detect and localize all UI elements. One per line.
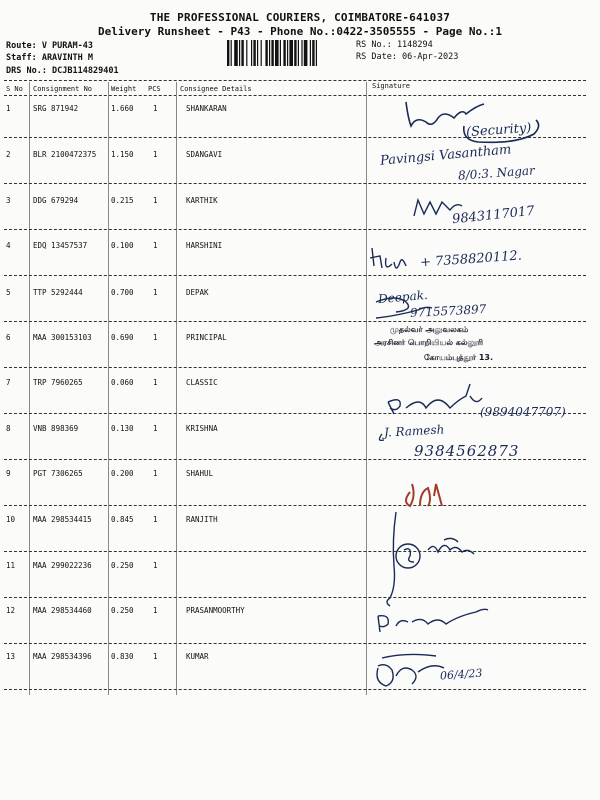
signature-row-8-name: J. Ramesh bbox=[383, 422, 445, 440]
row-consignee-name: KRISHNA bbox=[186, 424, 218, 433]
signature-row-12 bbox=[378, 609, 488, 632]
row-pieces: 1 bbox=[153, 561, 158, 570]
col-pcs: PCS bbox=[148, 85, 161, 93]
rs-date: RS Date: 06-Apr-2023 bbox=[356, 52, 459, 62]
col-consignment: Consignment No bbox=[33, 85, 93, 93]
row-weight: 0.690 bbox=[111, 333, 134, 342]
row-consignee-name: RANJITH bbox=[186, 515, 218, 524]
signature-row-1-note: (Security) bbox=[465, 120, 532, 141]
row-weight: 0.845 bbox=[111, 515, 134, 524]
row-serial-number: 6 bbox=[6, 333, 11, 342]
signature-row-7-phone: (9894047707) bbox=[480, 405, 566, 419]
row-pieces: 1 bbox=[153, 424, 158, 433]
row-serial-number: 12 bbox=[6, 606, 16, 615]
route-label: Route: V PURAM-43 bbox=[6, 41, 93, 51]
signature-row-5-phone: 9715573897 bbox=[409, 302, 487, 320]
row-weight: 1.660 bbox=[111, 104, 134, 113]
row-pieces: 1 bbox=[153, 378, 158, 387]
signature-row-7 bbox=[388, 384, 482, 414]
divider-pcs bbox=[176, 82, 177, 695]
stamp-line-1: முதல்வர் அலுவலகம் bbox=[390, 325, 469, 334]
row-consignment-number: MAA 298534460 bbox=[33, 606, 92, 615]
row-consignment-number: MAA 300153103 bbox=[33, 333, 92, 342]
row-weight: 0.250 bbox=[111, 561, 134, 570]
divider-consignment bbox=[108, 82, 109, 695]
row-consignment-number: MAA 298534415 bbox=[33, 515, 92, 524]
row-consignment-number: VNB 898369 bbox=[33, 424, 79, 433]
row-serial-number: 1 bbox=[6, 104, 11, 113]
signature-row-13-date: 06/4/23 bbox=[439, 666, 483, 683]
row-weight: 0.700 bbox=[111, 288, 134, 297]
row-pieces: 1 bbox=[153, 196, 158, 205]
signature-row-2-line-1: Pavingsi Vasantham bbox=[379, 142, 512, 169]
row-serial-number: 11 bbox=[6, 561, 16, 570]
header-top-rule bbox=[4, 80, 586, 81]
row-weight: 0.060 bbox=[111, 378, 134, 387]
row-consignee-name: PRINCIPAL bbox=[186, 333, 227, 342]
row-serial-number: 8 bbox=[6, 424, 11, 433]
signature-row-5-name: Deepak. bbox=[377, 287, 429, 307]
row-pieces: 1 bbox=[153, 606, 158, 615]
row-consignee-name: SHANKARAN bbox=[186, 104, 227, 113]
row-consignment-number: PGT 7306265 bbox=[33, 469, 83, 478]
signature-row-8-phone: 9384562873 bbox=[414, 442, 520, 460]
runsheet-title: THE PROFESSIONAL COURIERS, COIMBATORE-641037 bbox=[149, 11, 451, 24]
row-pieces: 1 bbox=[153, 150, 158, 159]
stamp-line-2: அரசினர் பொறியியல் கல்லூரி bbox=[374, 338, 484, 347]
row-serial-number: 7 bbox=[6, 378, 11, 387]
row-consignee-name: PRASANMOORTHY bbox=[186, 606, 245, 615]
row-weight: 0.830 bbox=[111, 652, 134, 661]
row-consignee-name: DEPAK bbox=[186, 288, 209, 297]
col-signature: Signature bbox=[372, 82, 410, 90]
barcode bbox=[227, 40, 349, 66]
signature-row-9 bbox=[406, 484, 442, 506]
row-weight: 0.130 bbox=[111, 424, 134, 433]
stamp-line-3: கோயம்புத்தூர் 13. bbox=[424, 353, 494, 362]
row-weight: 0.100 bbox=[111, 241, 134, 250]
row-weight: 0.200 bbox=[111, 469, 134, 478]
signature-row-4-phone: + 7358820112. bbox=[419, 248, 523, 271]
col-sno: S No bbox=[6, 85, 23, 93]
row-consignee-name: HARSHINI bbox=[186, 241, 223, 250]
row-serial-number: 2 bbox=[6, 150, 11, 159]
row-consignment-number: BLR 2100472375 bbox=[33, 150, 97, 159]
row-serial-number: 3 bbox=[6, 196, 11, 205]
signature-row-10 bbox=[387, 512, 474, 606]
row-serial-number: 5 bbox=[6, 288, 11, 297]
row-serial-number: 4 bbox=[6, 241, 11, 250]
row-pieces: 1 bbox=[153, 333, 158, 342]
rs-number: RS No.: 1148294 bbox=[356, 40, 433, 50]
row-weight: 1.150 bbox=[111, 150, 134, 159]
drs-number: DRS No.: DCJB114829401 bbox=[6, 66, 119, 76]
signature-row-3-phone: 9843117017 bbox=[451, 203, 536, 228]
row-serial-number: 13 bbox=[6, 652, 16, 661]
row-weight: 0.250 bbox=[111, 606, 134, 615]
row-consignment-number: EDQ 13457537 bbox=[33, 241, 88, 250]
signature-area bbox=[366, 96, 600, 706]
col-consignee: Consignee Details bbox=[180, 85, 252, 93]
row-consignment-number: DDG 679294 bbox=[33, 196, 79, 205]
row-consignment-number: MAA 299022236 bbox=[33, 561, 92, 570]
row-pieces: 1 bbox=[153, 104, 158, 113]
row-consignment-number: MAA 298534396 bbox=[33, 652, 92, 661]
row-consignment-number: TRP 7960265 bbox=[33, 378, 83, 387]
row-consignment-number: SRG 871942 bbox=[33, 104, 79, 113]
divider-sno bbox=[29, 82, 30, 695]
row-serial-number: 9 bbox=[6, 469, 11, 478]
row-pieces: 1 bbox=[153, 469, 158, 478]
row-consignee-name: SHAHUL bbox=[186, 469, 214, 478]
row-serial-number: 10 bbox=[6, 515, 16, 524]
row-pieces: 1 bbox=[153, 515, 158, 524]
row-consignee-name: KUMAR bbox=[186, 652, 209, 661]
row-pieces: 1 bbox=[153, 241, 158, 250]
row-pieces: 1 bbox=[153, 652, 158, 661]
signature-row-4 bbox=[370, 248, 406, 268]
signature-row-2-line-2: 8/0:3. Nagar bbox=[457, 163, 536, 183]
row-consignee-name: CLASSIC bbox=[186, 378, 218, 387]
staff-label: Staff: ARAVINTH M bbox=[6, 53, 93, 63]
row-consignment-number: TTP 5292444 bbox=[33, 288, 83, 297]
row-consignee-name: SDANGAVI bbox=[186, 150, 223, 159]
row-pieces: 1 bbox=[153, 288, 158, 297]
row-weight: 0.215 bbox=[111, 196, 134, 205]
runsheet-subtitle: Delivery Runsheet - P43 - Phone No.:0422-3505555 - Page No.:1 bbox=[98, 25, 502, 38]
col-weight: Weight bbox=[111, 85, 137, 93]
row-consignee-name: KARTHIK bbox=[186, 196, 218, 205]
signature-row-13 bbox=[377, 654, 444, 686]
